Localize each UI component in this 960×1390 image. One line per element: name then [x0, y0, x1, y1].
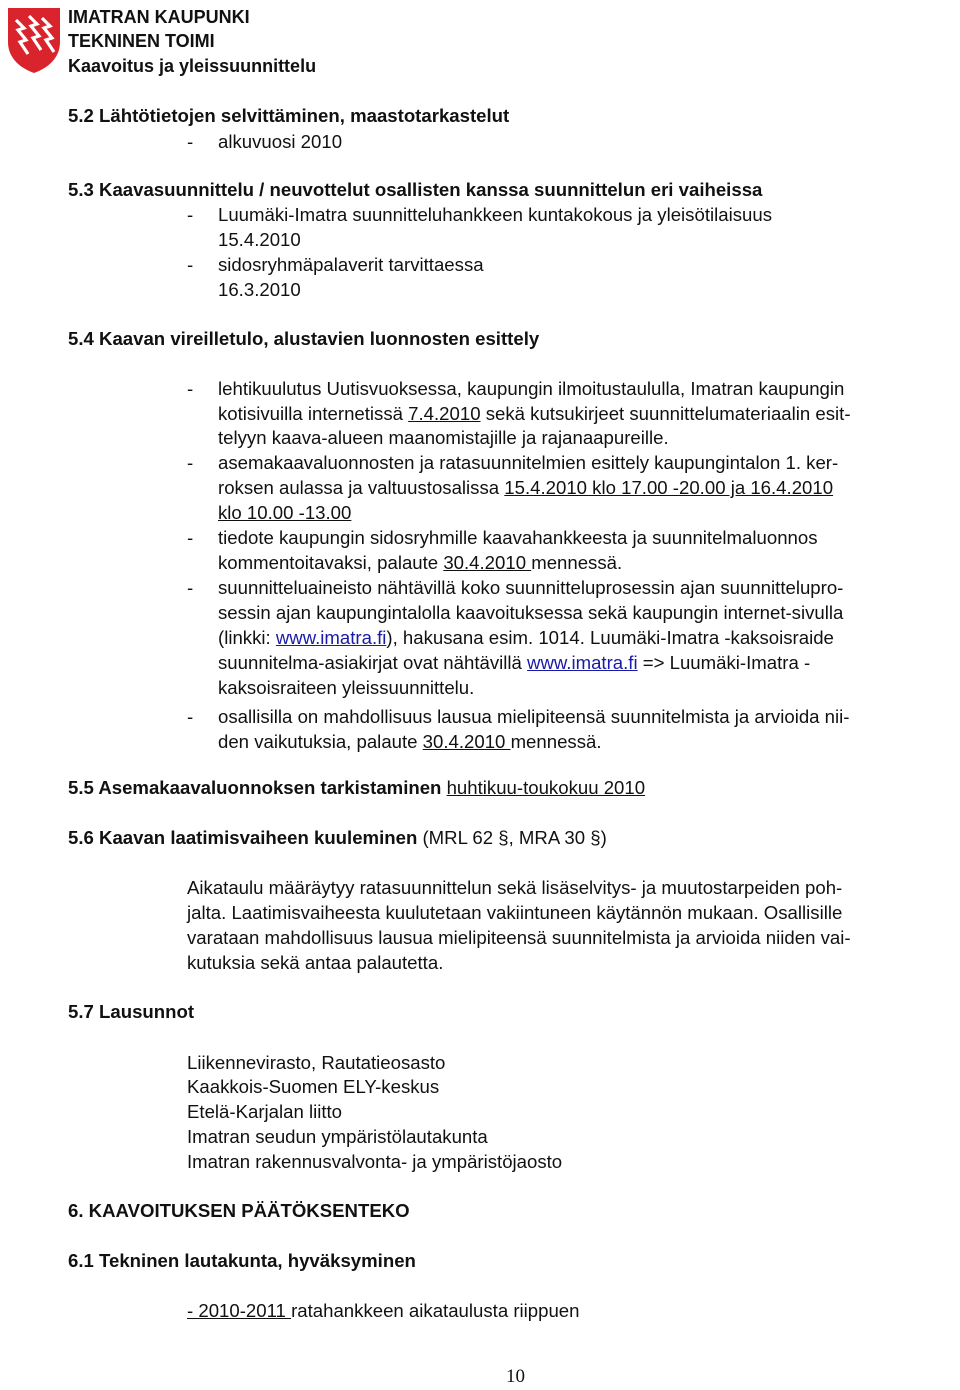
list-item [218, 730, 602, 755]
list-item-date: 15.4.2010 [218, 229, 301, 250]
text: den vaikutuksia, palaute [218, 731, 423, 752]
list-item [218, 626, 834, 651]
list-item: tiedote kaupungin sidosryhmille kaavahankkeesta ja suunnitelmaluonnos [218, 527, 818, 548]
list-item [218, 651, 810, 676]
text: suunnitelma-asiakirjat ovat nähtävillä [218, 652, 528, 673]
text: ), hakusana esim. 1014. Luumäki-Imatra -kaksoisraide [386, 627, 834, 648]
list-item: Liikennevirasto, Rautatieosasto [187, 1052, 446, 1073]
list-item-date: 16.3.2010 [218, 279, 301, 300]
list-item: kaksoisraiteen yleissuunnittelu. [218, 677, 475, 698]
section-5-2-heading: 5.2 Lähtötietojen selvittäminen, maastotarkastelut [68, 105, 510, 126]
list-dash: - [187, 527, 194, 548]
list-dash: - [187, 204, 194, 225]
text: (linkki: [218, 627, 276, 648]
header-org-name: IMATRAN KAUPUNKI [68, 7, 250, 27]
imatra-website-link[interactable]: www.imatra.fi [275, 627, 387, 648]
section-6-heading: 6. KAAVOITUKSEN PÄÄTÖKSENTEKO [68, 1200, 410, 1221]
section-5-5-period: huhtikuu-toukokuu 2010 [446, 777, 646, 798]
text: mennessä. [510, 731, 602, 752]
list-item [218, 551, 622, 576]
list-item [218, 476, 833, 501]
text: ratahankkeen aikataulusta riippuen [291, 1300, 580, 1321]
text: roksen aulassa ja valtuustosalissa [218, 477, 505, 498]
list-item: Imatran seudun ympäristölautakunta [187, 1126, 488, 1147]
list-item: Kaakkois-Suomen ELY-keskus [187, 1076, 440, 1097]
list-item: asemakaavaluonnosten ja ratasuunnitelmien esittely kaupungintalon 1. ker- [218, 452, 839, 473]
paragraph-line: varataan mahdollisuus lausua mielipiteensä suunnitelmista ja arvioida niiden vai- [187, 927, 851, 948]
list-item: lehtikuulutus Uutisvuoksessa, kaupungin ilmoitustaululla, Imatran kaupungin [218, 378, 845, 399]
date: 30.4.2010 [422, 731, 511, 752]
section-5-3-heading: 5.3 Kaavasuunnittelu / neuvottelut osallisten kanssa suunnittelun eri vaiheissa [68, 179, 763, 200]
list-item [218, 402, 851, 427]
list-dash: - [187, 706, 194, 727]
list-dash: - [187, 452, 194, 473]
list-dash: - [187, 577, 194, 598]
list-item: sidosryhmäpalaverit tarvittaessa [218, 254, 484, 275]
list-dash: - [187, 378, 194, 399]
list-item: telyyn kaava-alueen maanomistajille ja rajanaapureille. [218, 427, 669, 448]
section-5-5-heading: 5.5 Asemakaavaluonnoksen tarkistaminen [68, 777, 442, 798]
imatra-coat-of-arms-icon [6, 6, 62, 79]
list-item-date: klo 10.00 -13.00 [218, 502, 352, 523]
header-department: TEKNINEN TOIMI [68, 31, 215, 51]
date: 7.4.2010 [408, 403, 481, 424]
list-item: Etelä-Karjalan liitto [187, 1101, 343, 1122]
text: kommentoitavaksi, palaute [218, 552, 444, 573]
imatra-website-link[interactable]: www.imatra.fi [527, 652, 638, 673]
paragraph-line: Aikataulu määräytyy ratasuunnittelun sekä lisäselvitys- ja muutostarpeiden poh- [187, 877, 843, 898]
list-item: sessin ajan kaupungintalolla kaavoituksessa sekä kaupungin internet-sivulla [218, 602, 844, 623]
date: 15.4.2010 klo 17.00 -20.00 ja 16.4.2010 [504, 477, 834, 498]
text: mennessä. [531, 552, 623, 573]
period: - 2010-2011 [187, 1300, 292, 1321]
text: sekä kutsukirjeet suunnittelumateriaalin esit- [480, 403, 851, 424]
list-item: alkuvuosi 2010 [218, 131, 343, 152]
section-5-6-heading-row [68, 826, 607, 851]
section-5-5-heading-row [68, 776, 645, 801]
law-reference: (MRL 62 §, MRA 30 §) [422, 827, 607, 848]
list-dash: - [187, 254, 194, 275]
date: 30.4.2010 [443, 552, 532, 573]
list-dash: - [187, 131, 194, 152]
paragraph-line: kutuksia sekä antaa palautetta. [187, 952, 444, 973]
list-item: suunnitteluaineisto nähtävillä koko suunnitteluprosessin ajan suunnittelupro- [218, 577, 844, 598]
list-item [187, 1299, 579, 1324]
section-5-6-heading: 5.6 Kaavan laatimisvaiheen kuuleminen [68, 827, 418, 848]
section-5-4-heading: 5.4 Kaavan vireilletulo, alustavien luonnosten esittely [68, 328, 540, 349]
header-unit: Kaavoitus ja yleissuunnittelu [68, 56, 317, 76]
page-number: 10 [506, 1366, 525, 1387]
section-5-7-heading: 5.7 Lausunnot [68, 1001, 195, 1022]
paragraph-line: jalta. Laatimisvaiheesta kuulutetaan vakiintuneen käytännön mukaan. Osallisille [187, 902, 843, 923]
section-6-1-heading: 6.1 Tekninen lautakunta, hyväksyminen [68, 1250, 416, 1271]
text: => Luumäki-Imatra - [637, 652, 811, 673]
list-item: Imatran rakennusvalvonta- ja ympäristöjaosto [187, 1151, 563, 1172]
text: kotisivuilla internetissä [218, 403, 409, 424]
list-item: Luumäki-Imatra suunnitteluhankkeen kuntakokous ja yleisötilaisuus [218, 204, 772, 225]
list-item: osallisilla on mahdollisuus lausua mielipiteensä suunnitelmista ja arvioida nii- [218, 706, 850, 727]
